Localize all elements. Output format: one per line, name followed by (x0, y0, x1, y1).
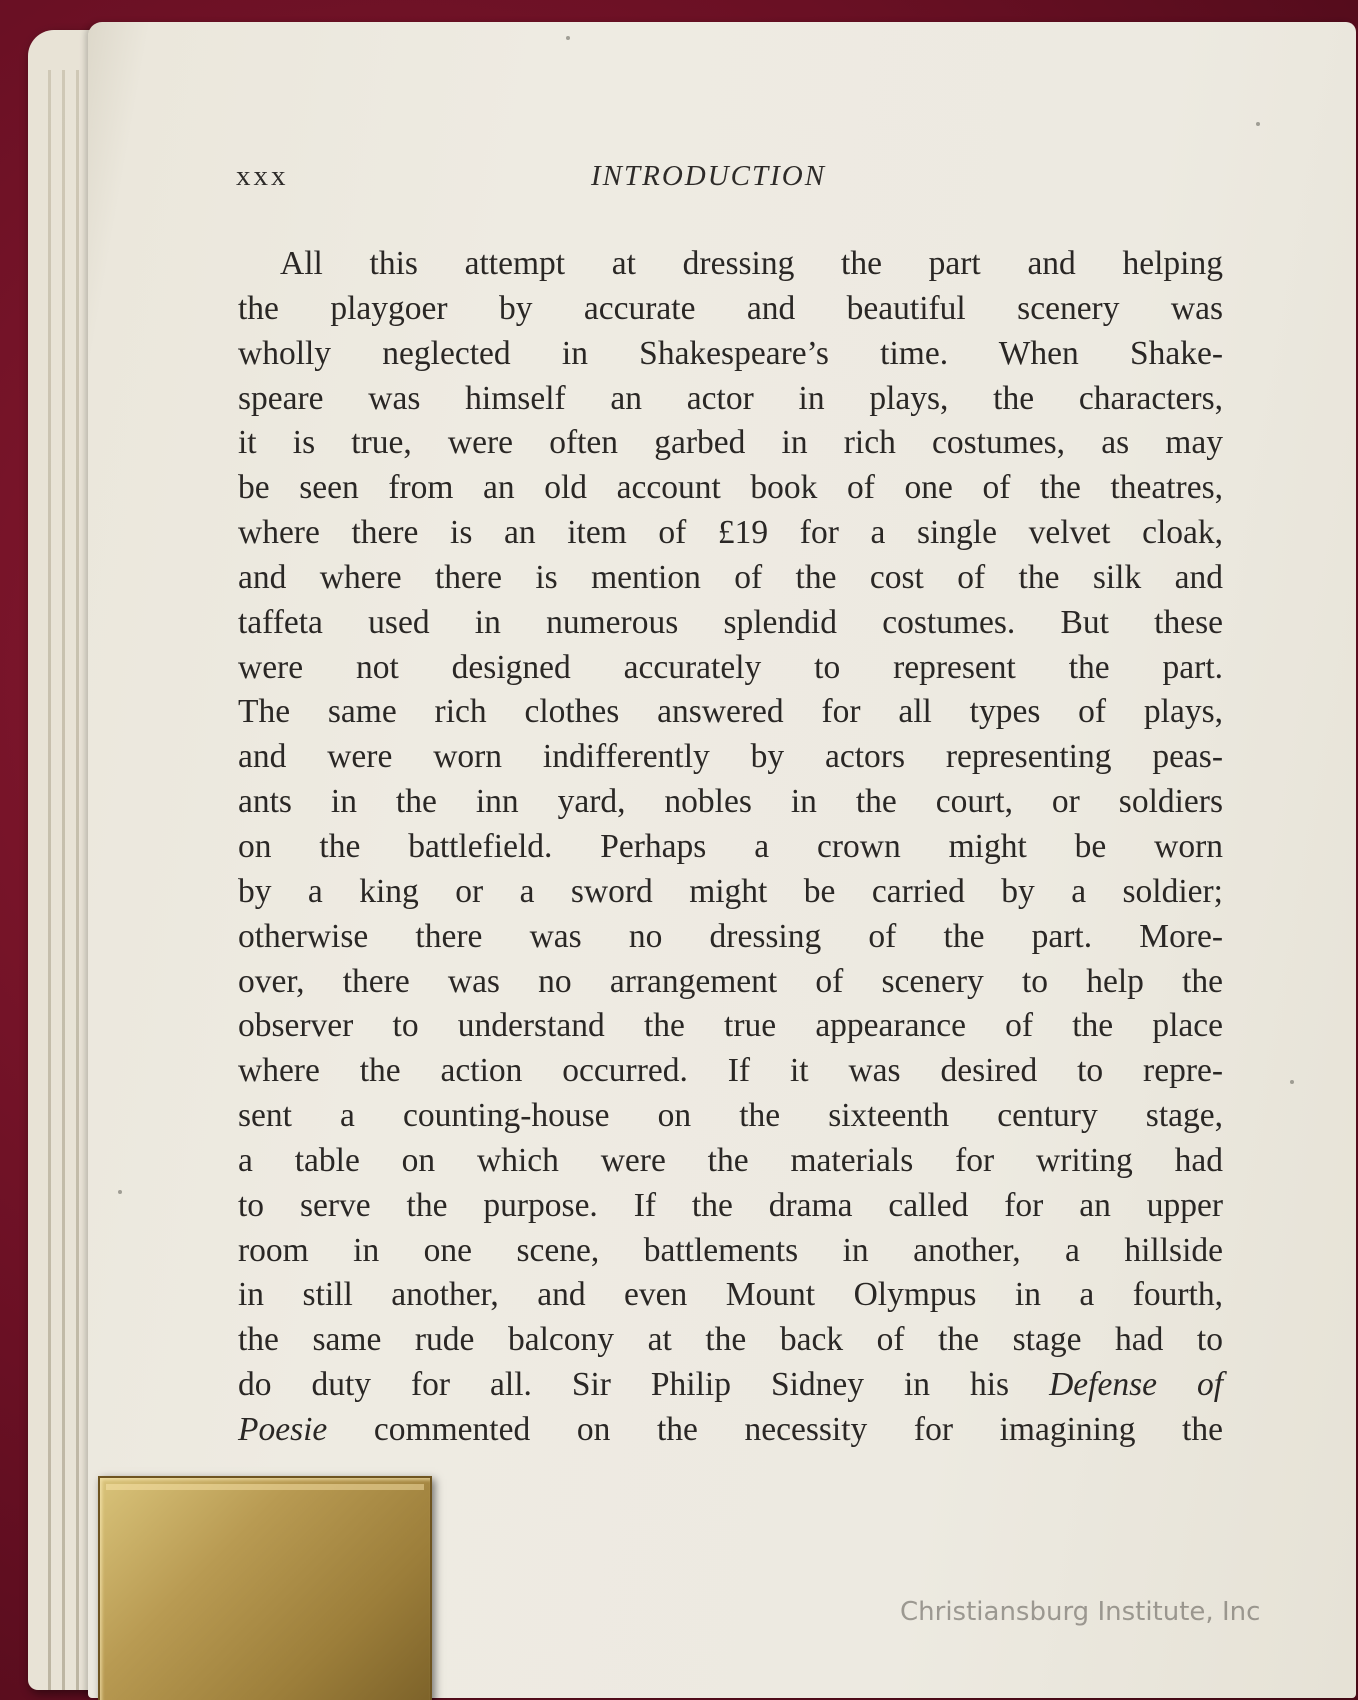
text-line: The same rich clothes answered for all types of plays, (238, 693, 1223, 731)
brass-bookmark-clip (98, 1476, 432, 1700)
text-line: observer to understand the true appearance of the place (238, 1007, 1223, 1045)
line-text: commented on the necessity for imagining the (373, 1410, 1223, 1448)
text-line: the same rude balcony at the back of the stage had to (238, 1321, 1223, 1359)
text-line: on the battlefield. Perhaps a crown might be worn (238, 827, 1223, 865)
text-line: a table on which were the materials for writing had (238, 1141, 1223, 1179)
page-edge (76, 70, 79, 1690)
text-line (238, 1408, 1223, 1453)
page-number: xxx (236, 160, 289, 192)
text-line: over, there was no arrangement of scenery to help the (238, 962, 1223, 1000)
text-line: the playgoer by accurate and beautiful scenery was (238, 289, 1223, 327)
text-line: and were worn indifferently by actors representing peas- (238, 738, 1223, 776)
text-line: speare was himself an actor in plays, the characters, (238, 379, 1223, 417)
paper-speck (1290, 1080, 1294, 1084)
text-line: be seen from an old account book of one of the theatres, (238, 469, 1223, 507)
text-line: to serve the purpose. If the drama called for an upper (238, 1186, 1223, 1224)
line-text: do duty for all. Sir Philip Sidney in his (238, 1366, 1010, 1404)
text-line: where the action occurred. If it was desired to repre- (238, 1052, 1223, 1090)
running-head-title: INTRODUCTION (591, 160, 827, 192)
text-line: were not designed accurately to represent the part. (238, 648, 1223, 686)
paper-speck (566, 36, 570, 40)
text-line: taffeta used in numerous splendid costumes. But these (238, 603, 1223, 641)
text-line (238, 1363, 1223, 1408)
page-edge (48, 70, 51, 1690)
text-line: sent a counting-house on the sixteenth century stage, (238, 1097, 1223, 1135)
paper-speck (118, 1190, 122, 1194)
text-line: wholly neglected in Shakespeare’s time. When Shake- (238, 334, 1223, 372)
text-line: by a king or a sword might be carried by a soldier; (238, 872, 1223, 910)
text-line: in still another, and even Mount Olympus in a fourth, (238, 1276, 1223, 1314)
italic-title-fragment: Poesie (238, 1410, 328, 1448)
text-line: room in one scene, battlements in another, a hillside (238, 1231, 1223, 1269)
text-line: where there is an item of £19 for a single velvet cloak, (238, 514, 1223, 552)
text-line: All this attempt at dressing the part and helping (280, 245, 1223, 282)
text-line: ants in the inn yard, nobles in the court, or soldiers (238, 783, 1223, 821)
italic-title-fragment: Defense of (1049, 1366, 1224, 1404)
running-head (236, 160, 1221, 200)
page-edge (62, 70, 65, 1690)
paper-speck (1256, 122, 1260, 126)
text-line: it is true, were often garbed in rich costumes, as may (238, 424, 1223, 462)
text-line: otherwise there was no dressing of the part. More- (238, 917, 1223, 955)
body-text (238, 242, 1223, 1453)
text-line: and where there is mention of the cost of the silk and (238, 558, 1223, 596)
watermark: Christiansburg Institute, Inc (900, 1597, 1261, 1627)
